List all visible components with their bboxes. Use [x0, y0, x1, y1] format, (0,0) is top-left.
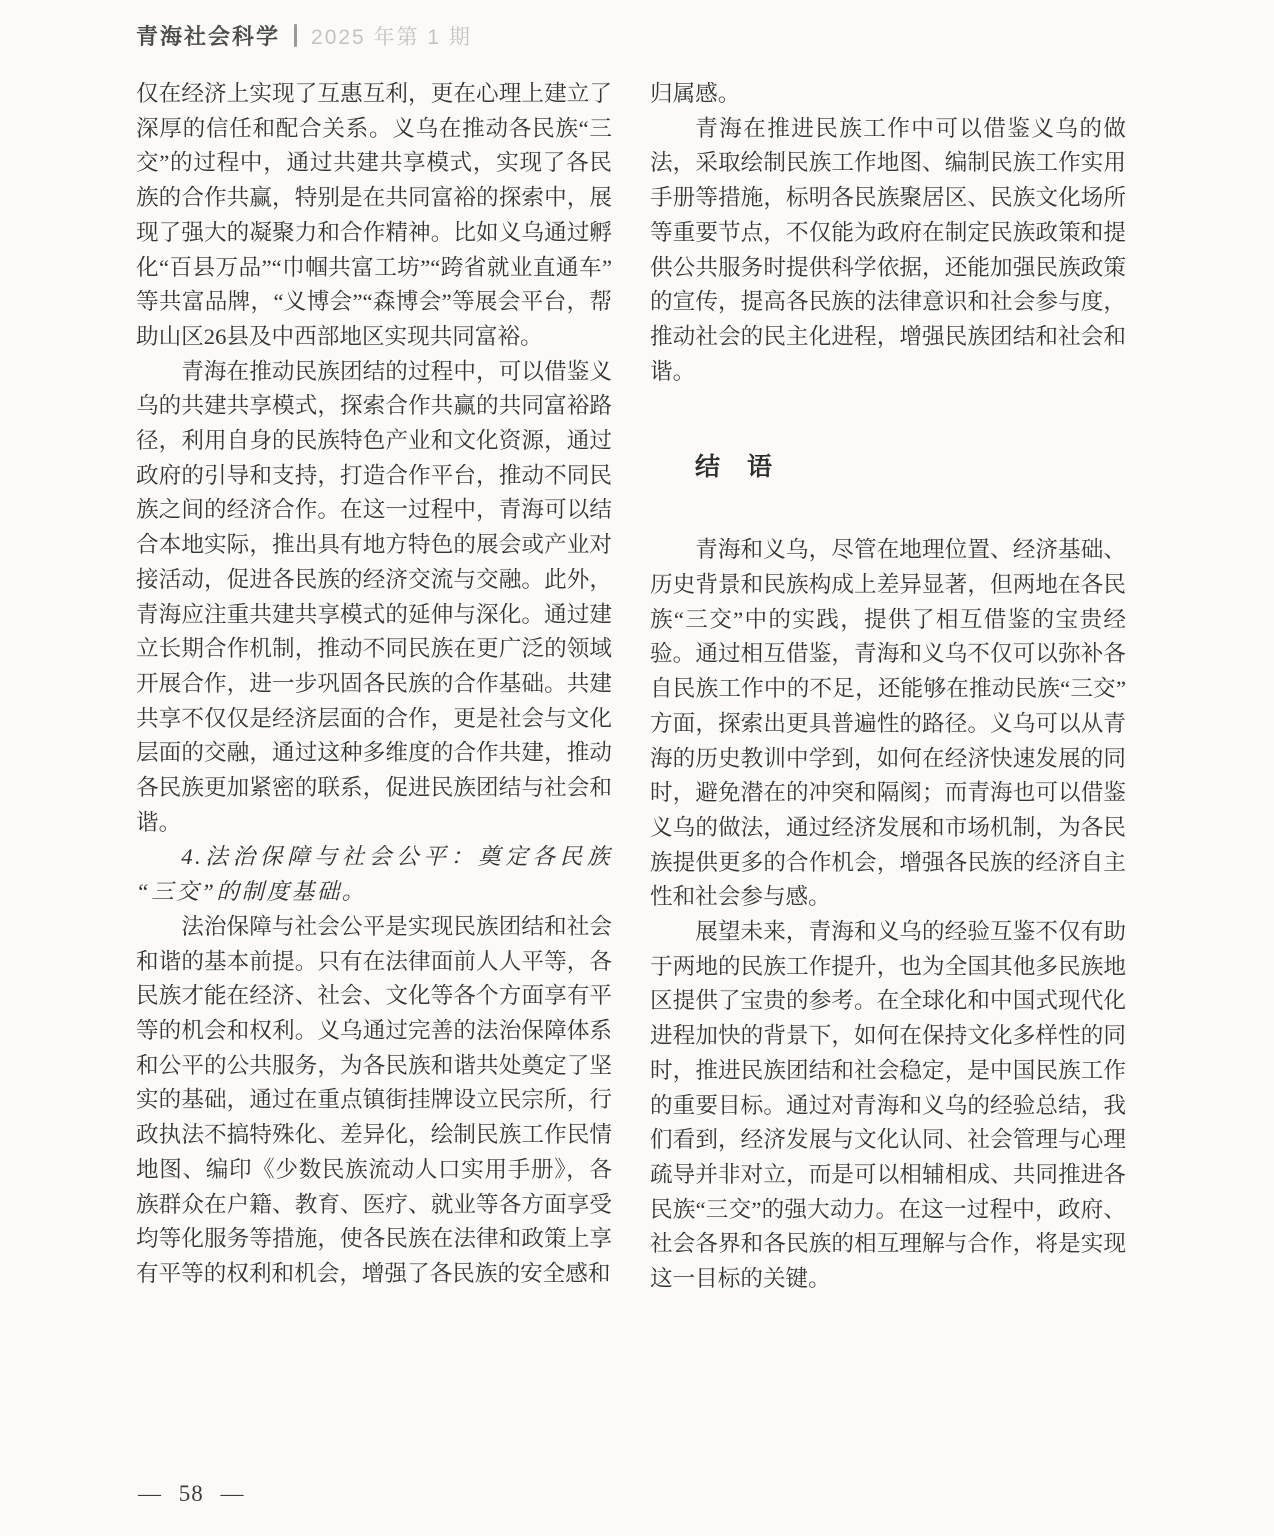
- paragraph-rule-of-law: 法治保障与社会公平是实现民族团结和社会和谐的基本前提。只有在法律面前人人平等，各民族才能在经济、社会、文化等各个方面享有平等的机会和权利。义乌通过完善的法治保障体系和公平的公共服务，为各民族和谐共处奠定了坚实的基础，通过在重点镇街挂牌设立民宗所，行政执法不搞特殊化、差异化，绘制民族工作民情地图、编印《少数民族流动人口实用手册》，各族群众在户籍、教育、医疗、就业等各方面享受均等化服务等措施，使各民族在法律和政策上享有平等的权利和机会，增强了各民族的安全感和: [136, 913, 612, 1286]
- page-header: [136, 20, 472, 51]
- paragraph-conclusion-comparison: 青海和义乌，尽管在地理位置、经济基础、历史背景和民族构成上差异显著，但两地在各民族“三交”中的实践，提供了相互借鉴的宝贵经验。通过相互借鉴，青海和义乌不仅可以弥补各自民族工作中的不足，还能够在推动民族“三交”方面，探索出更具普遍性的路径。义乌可以从青海的历史教训中学到，如何在经济快速发展的同时，避免潜在的冲突和隔阂；而青海也可以借鉴义乌的做法，通过经济发展和市场机制，为各民族提供更多的合作机会，增强各民族的经济自主性和社会参与感。: [650, 537, 1126, 910]
- subheading-rule-of-law: 4.法治保障与社会公平：奠定各民族“三交”的制度基础。: [136, 844, 612, 905]
- issue-label: 2025 年第 1 期: [311, 25, 472, 49]
- left-column: [136, 77, 612, 1297]
- right-column: [650, 77, 1126, 1297]
- paragraph-qinghai-practice: 青海在推进民族工作中可以借鉴义乌的做法，采取绘制民族工作地图、编制民族工作实用手册等措施，标明各民族聚居区、民族文化场所等重要节点，不仅能为政府在制定民族政策和提供公共服务时提供科学依据，还能加强民族政策的宣传，提高各民族的法律意识和社会参与度，推动社会的民主化进程，增强民族团结和社会和谐。: [650, 115, 1126, 384]
- article-body: [136, 77, 1126, 1297]
- paragraph-qinghai-borrow-model: 青海在推动民族团结的过程中，可以借鉴义乌的共建共享模式，探索合作共赢的共同富裕路径，利用自身的民族特色产业和文化资源，通过政府的引导和支持，打造合作平台，推动不同民族之间的经济合作。在这一过程中，青海可以结合本地实际，推出具有地方特色的展会或产业对接活动，促进各民族的经济交流与交融。此外，青海应注重共建共享模式的延伸与深化。通过建立长期合作机制，推动不同民族在更广泛的领域开展合作，进一步巩固各民族的合作基础。共建共享不仅仅是经济层面的合作，更是社会与文化层面的交融，通过这种多维度的合作共建，推动各民族更加紧密的联系，促进民族团结与社会和谐。: [136, 358, 612, 835]
- paragraph-shared-prosperity-continued: 仅在经济上实现了互惠互利，更在心理上建立了深厚的信任和配合关系。义乌在推动各民族“三交”的过程中，通过共建共享模式，实现了各民族的合作共赢，特别是在共同富裕的探索中，展现了强大的凝聚力和合作精神。比如义乌通过孵化“百县万品”“巾帼共富工坊”“跨省就业直通车”等共富品牌，“义博会”“森博会”等展会平台，帮助山区26县及中西部地区实现共同富裕。: [136, 81, 612, 349]
- page-footer: [138, 1481, 245, 1507]
- journal-title: 青海社会科学: [136, 24, 281, 49]
- paragraph-conclusion-outlook: 展望未来，青海和义乌的经验互鉴不仅有助于两地的民族工作提升，也为全国其他多民族地区提供了宝贵的参考。在全球化和中国式现代化进程加快的背景下，如何在保持文化多样性的同时，推进民族团结和社会稳定，是中国民族工作的重要目标。通过对青海和义乌的经验总结，我们看到，经济发展与文化认同、社会管理与心理疏导并非对立，而是可以相辅相成、共同推进各民族“三交”的强大动力。在这一过程中，政府、社会各界和各民族的相互理解与合作，将是实现这一目标的关键。: [650, 919, 1126, 1292]
- section-heading-conclusion: 结 语: [695, 454, 774, 482]
- paragraph-belonging-continued: 归属感。: [650, 81, 741, 106]
- page-number: — 58 —: [138, 1481, 245, 1506]
- header-divider: [294, 24, 297, 47]
